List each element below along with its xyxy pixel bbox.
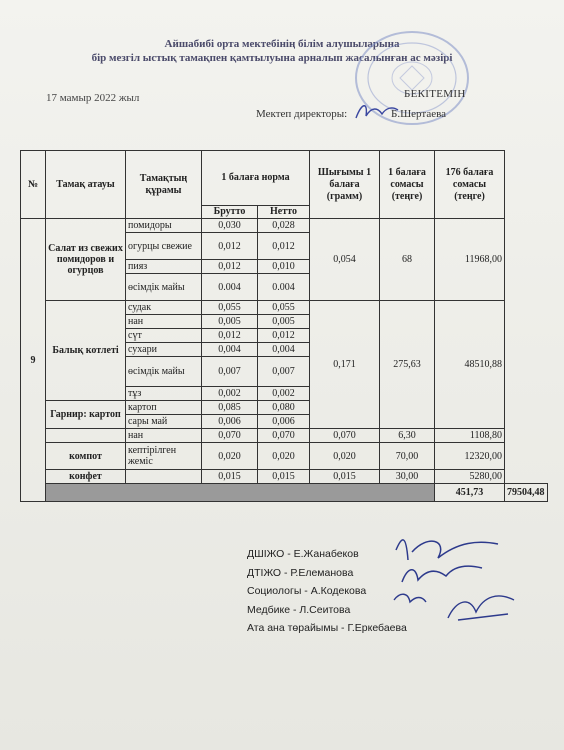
netto-value: 0,007 [258, 357, 310, 387]
netto-value: 0,028 [258, 219, 310, 233]
netto-value: 0,005 [258, 315, 310, 329]
cost176-value: 48510,88 [435, 301, 505, 429]
ingredient-name: пияз [126, 260, 202, 274]
dish-name: Балық котлеті [46, 301, 126, 401]
cost176-value: 5280,00 [435, 470, 505, 484]
netto-value: 0,080 [258, 401, 310, 415]
signer-line: Медбике - Л.Сеитова [247, 603, 351, 616]
brutto-value: 0,004 [202, 343, 258, 357]
signers-list [247, 545, 407, 638]
netto-value: 0,012 [258, 329, 310, 343]
brutto-value: 0,012 [202, 260, 258, 274]
yield-value: 0,015 [310, 470, 380, 484]
yield-value: 0,171 [310, 301, 380, 429]
document-date: 17 мамыр 2022 жыл [46, 92, 140, 104]
yield-value: 0,070 [310, 429, 380, 443]
brutto-value: 0,007 [202, 357, 258, 387]
brutto-value: 0,012 [202, 233, 258, 260]
brutto-value: 0,085 [202, 401, 258, 415]
table-row [21, 301, 548, 315]
dish-name: компот [46, 443, 126, 470]
brutto-value: 0,020 [202, 443, 258, 470]
dish-name: Гарнир: картоп [46, 401, 126, 429]
header-dish: Тамақ атауы [46, 151, 126, 219]
netto-value: 0,015 [258, 470, 310, 484]
signer-line: Ата ана төрайымы - Г.Еркебаева [247, 622, 407, 634]
signer-line: ДТІЖО - Р.Елеманова [247, 566, 354, 579]
cost176-value: 11968,00 [435, 219, 505, 301]
header-cost176: 176 балаға сомасы (теңге) [435, 151, 505, 219]
netto-value: 0,010 [258, 260, 310, 274]
netto-value: 0,012 [258, 233, 310, 260]
dish-name [46, 429, 126, 443]
ingredient-name: тұз [126, 387, 202, 401]
ingredient-name: огурцы свежие [126, 233, 202, 260]
yield-value: 0,054 [310, 219, 380, 301]
signer-line: ДШІЖО - Е.Жанабеков [247, 548, 359, 560]
header-norm: 1 балаға норма [202, 151, 310, 206]
ingredient-name: нан [126, 315, 202, 329]
brutto-value: 0.004 [202, 274, 258, 301]
ingredient-name: сары май [126, 415, 202, 429]
ingredient-name: сухари [126, 343, 202, 357]
netto-value: 0,070 [258, 429, 310, 443]
header-cost1: 1 балаға сомасы (теңге) [380, 151, 435, 219]
table-row [21, 429, 548, 443]
director-name: Б.Шертаева [391, 108, 447, 120]
brutto-value: 0,070 [202, 429, 258, 443]
netto-value: 0,020 [258, 443, 310, 470]
brutto-value: 0,030 [202, 219, 258, 233]
ingredient-name: помидоры [126, 219, 202, 233]
header-netto: Нетто [258, 206, 310, 219]
ingredient-name: сүт [126, 329, 202, 343]
table-row [21, 219, 548, 233]
brutto-value: 0,055 [202, 301, 258, 315]
netto-value: 0.004 [258, 274, 310, 301]
total-row [21, 484, 548, 502]
ingredient-name: картоп [126, 401, 202, 415]
brutto-value: 0,006 [202, 415, 258, 429]
netto-value: 0,006 [258, 415, 310, 429]
handwritten-signatures [388, 530, 538, 640]
brutto-value: 0,015 [202, 470, 258, 484]
document-title-line-2: бір мезгіл ыстық тамақпен қамтылуына арналып жасалынған ас мәзірі [91, 52, 453, 64]
cost176-value: 12320,00 [435, 443, 505, 470]
cost1-value: 30,00 [380, 470, 435, 484]
signer-line: Социологы - А.Кодекова [247, 585, 367, 597]
total-cost1: 451,73 [435, 484, 505, 502]
header-yield: Шығымы 1 балаға (грамм) [310, 151, 380, 219]
netto-value: 0,004 [258, 343, 310, 357]
cost1-value: 275,63 [380, 301, 435, 429]
dish-name: Салат из свежих помидоров и огурцов [46, 219, 126, 301]
brutto-value: 0,005 [202, 315, 258, 329]
netto-value: 0,055 [258, 301, 310, 315]
yield-value: 0,020 [310, 443, 380, 470]
brutto-value: 0,012 [202, 329, 258, 343]
ingredient-name [126, 470, 202, 484]
document-title-line-1: Айшабибі орта мектебінің білім алушыларына [164, 38, 400, 50]
header-composition: Тамақтың құрамы [126, 151, 202, 219]
cost176-value: 1108,80 [435, 429, 505, 443]
header-num: № [21, 151, 46, 219]
ingredient-name: кептірілген жеміс [126, 443, 202, 470]
ingredient-name: өсімдік майы [126, 357, 202, 387]
cost1-value: 6,30 [380, 429, 435, 443]
director-label: Мектеп директоры: [256, 108, 348, 120]
menu-table [20, 150, 548, 502]
approve-label: БЕКІТЕМІН [404, 88, 466, 100]
ingredient-name: өсімдік майы [126, 274, 202, 301]
table-row [21, 470, 548, 484]
header-brutto: Брутто [202, 206, 258, 219]
brutto-value: 0,002 [202, 387, 258, 401]
table-row [21, 443, 548, 470]
ingredient-name: нан [126, 429, 202, 443]
cost1-value: 70,00 [380, 443, 435, 470]
total-shaded-cell [46, 484, 435, 502]
total-cost176: 79504,48 [505, 484, 548, 502]
netto-value: 0,002 [258, 387, 310, 401]
cost1-value: 68 [380, 219, 435, 301]
day-number: 9 [21, 219, 46, 502]
dish-name: конфет [46, 470, 126, 484]
ingredient-name: судак [126, 301, 202, 315]
